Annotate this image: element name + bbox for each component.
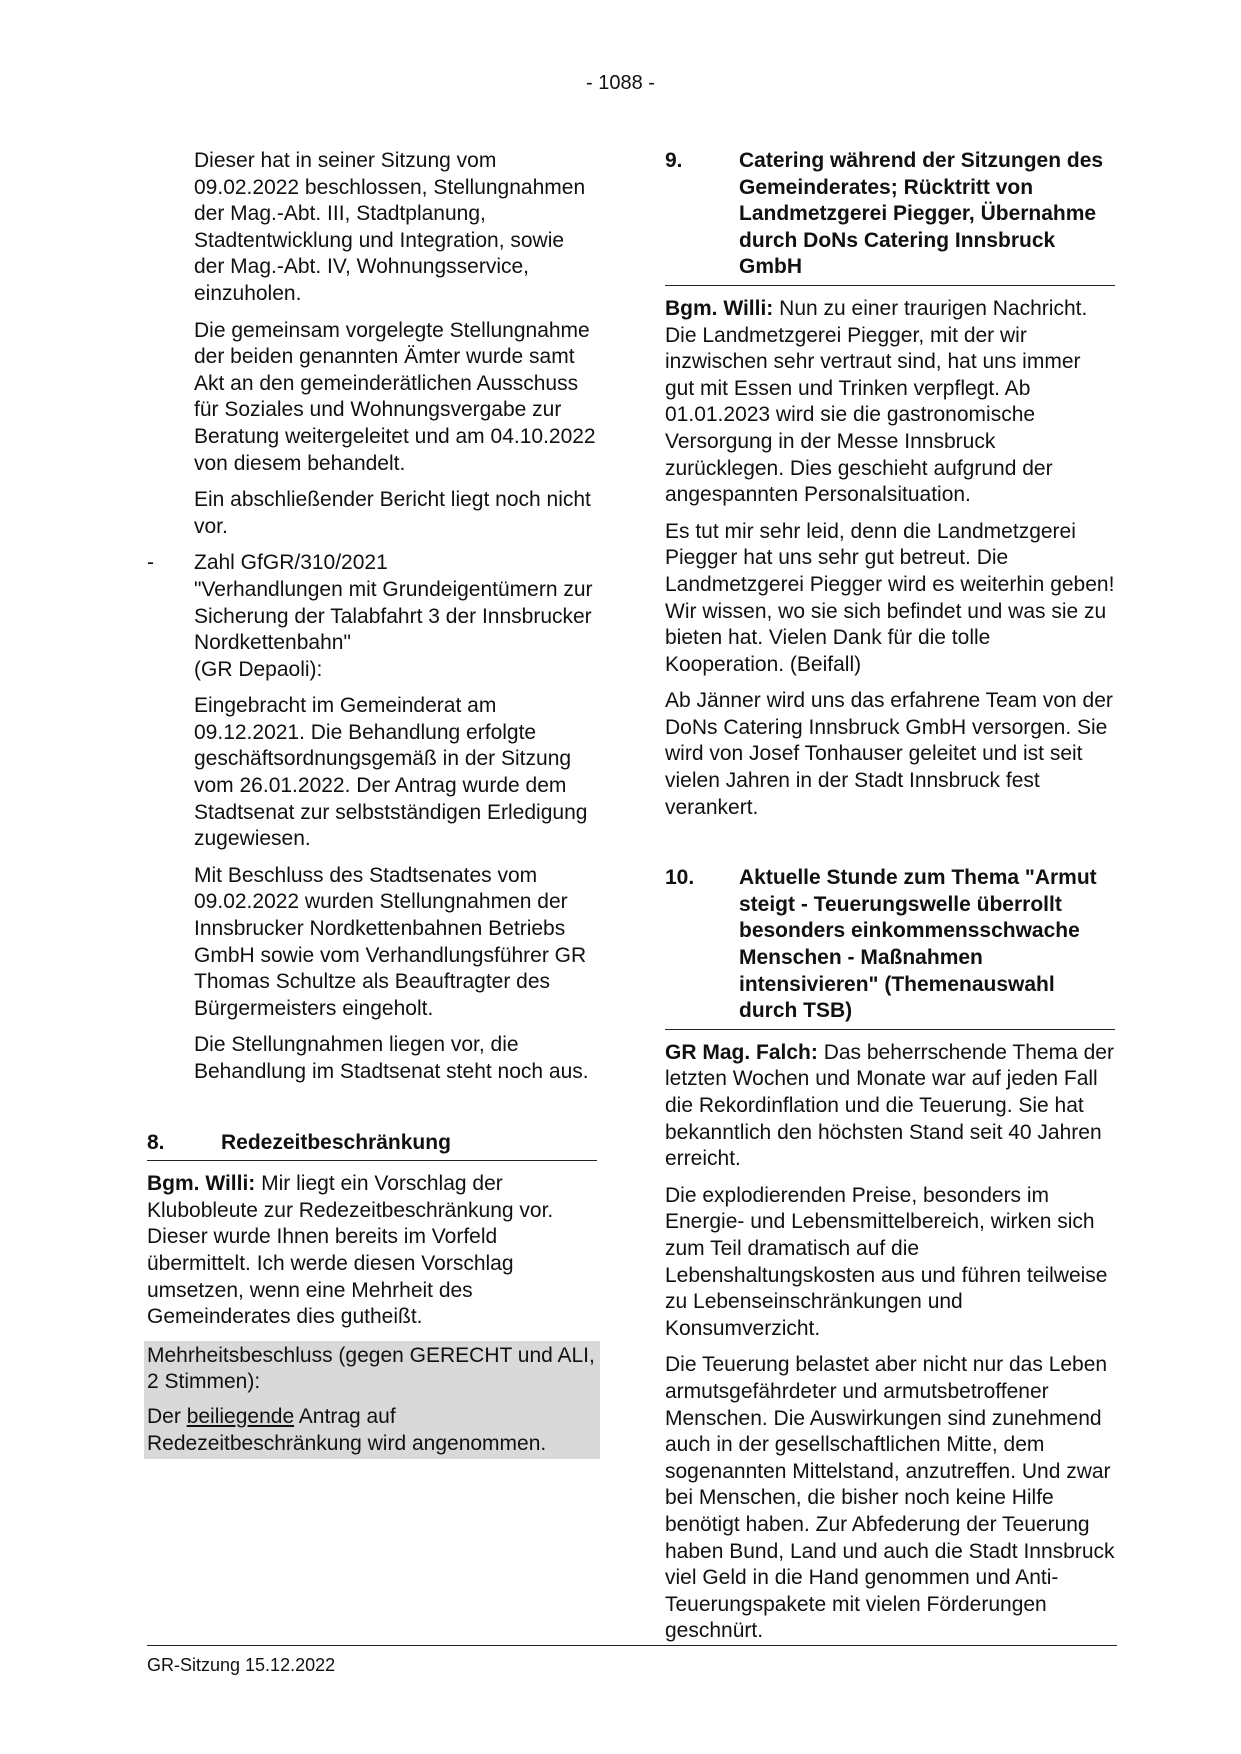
paragraph: Ab Jänner wird uns das erfahrene Team von der DoNs Catering Innsbruck GmbH versorgen. Sie wird von Josef Tonhauser geleitet und ist seit vielen Jahren in der Stadt Innsbruck fest verankert. [665,689,1113,819]
section-number: 9. [665,149,683,172]
resolution-text: Mehrheitsbeschluss (gegen GERECHT und ALI, 2 Stimmen): [147,1343,595,1394]
section-title: Redezeitbeschränkung [221,1130,451,1154]
speech [147,1171,597,1331]
speaker-name: Bgm. Willi: [147,1172,256,1196]
paragraph: Die explodierenden Preise, besonders im Energie- und Lebensmittelbereich, wirken sich zum Teil dramatisch auf die Lebenshaltungskosten aus und führen teilweise zu Lebenseinschränkungen und Konsumverzicht. [665,1183,1108,1340]
paragraph: Die Stellungnahmen liegen vor, die Behandlung im Stadtsenat steht noch aus. [194,1033,589,1083]
list-dash: - [147,551,154,575]
speech-text: Das beherrschende Thema der letzten Wochen und Monate war auf jeden Fall die Rekordinflation und die Teuerung. Sie hat bekanntlich den höchsten Stand seit 40 Jahren erreicht. [665,1040,1114,1171]
footer-divider [147,1645,1117,1646]
paragraph: Die Teuerung belastet aber nicht nur das Leben armutsgefährdeter und armutsbetroffener Menschen. Die Auswirkungen sind zunehmend auch in der gesellschaftlichen Mitte, dem sogenannten Mittelstand, anzutreffen. Und zwar bei Menschen, die bisher noch keine Hilfe benötigt haben. Zur Abfederung der Teuerung haben Bund, Land und auch die Stadt Innsbruck viel Geld in die Hand genommen und Anti-Teuerungspakete mit vielen Förderungen geschnürt. [665,1353,1115,1643]
item-title: "Verhandlungen mit Grundeigentümern zur Sicherung der Talabfahrt 3 der Innsbrucker Nordkettenbahn" [194,577,593,655]
section-heading-10 [665,865,1115,1030]
item-reference [194,550,597,683]
paragraph: Die gemeinsam vorgelegte Stellungnahme der beiden genannten Ämter wurde samt Akt an den gemeinderätlichen Ausschuss für Soziales und Wohnungsvergabe zur Beratung weitergeleitet und am 04.10.2022 von diesem behandelt. [194,318,596,475]
paragraph: Dieser hat in seiner Sitzung vom 09.02.2022 beschlossen, Stellungnahmen der Mag.-Abt. III, Stadtplanung, Stadtentwicklung und Integration, sowie der Mag.-Abt. IV, Wohnungsservice, einzuholen. [194,149,586,305]
decision-post: Antrag auf Redezeitbeschränkung wird angenommen. [147,1404,547,1455]
speech [665,1040,1115,1173]
speaker-name: GR Mag. Falch: [665,1040,818,1064]
speech [665,296,1115,509]
footer-text: GR-Sitzung 15.12.2022 [147,1655,336,1675]
item-author: (GR Depaoli): [194,657,323,681]
speech-text: Nun zu einer traurigen Nachricht. Die Landmetzgerei Piegger, mit der wir inzwischen sehr vertraut sind, hat uns immer gut mit Essen und Trinken verpflegt. Ab 01.01.2023 wird sie die gastronomische Versorgung in der Messe Innsbruck zurücklegen. Dies geschieht aufgrund der angespannten Personalsituation. [665,296,1088,507]
section-number: 10. [665,866,695,890]
paragraph: Eingebracht im Gemeinderat am 09.12.2021. Die Behandlung erfolgte geschäftsordnungsgemäß in der Sitzung vom 26.01.2022. Der Antrag wurde dem Stadtsenat zur selbstständigen Erledigung zugewiesen. [194,694,588,851]
list-item [147,550,597,1085]
resolution-box [144,1341,600,1459]
section-number: 8. [147,1130,165,1154]
left-column [147,148,597,1459]
paragraph: Ein abschließender Bericht liegt noch nicht vor. [194,488,591,538]
section-title: Aktuelle Stunde zum Thema "Armut steigt - Teuerungswelle überrollt besonders einkommensschwache Menschen - Maßnahmen intensivieren" (Themenauswahl durch TSB) [739,866,1097,1023]
page-number: - 1088 - [586,72,655,94]
right-column [665,148,1115,1655]
speaker-name: Bgm. Willi: [665,296,774,320]
section-title: Catering während der Sitzungen des Gemeinderates; Rücktritt von Landmetzgerei Piegger, Übernahme durch DoNs Catering Innsbruck GmbH [739,149,1104,279]
attachment-link[interactable]: beiliegende [186,1404,295,1428]
paragraph: Es tut mir sehr leid, denn die Landmetzgerei Piegger hat uns sehr gut betreut. Die Landmetzgerei Piegger wird es weiterhin geben! Wir wissen, wo sie sich befindet und was sie zu bieten hat. Vielen Dank für die tolle Kooperation. (Beifall) [665,519,1115,676]
section-heading-8 [147,1130,597,1162]
speech-text: Mir liegt ein Vorschlag der Klubobleute zur Redezeitbeschränkung vor. Dieser wurde Ihnen bereits im Vorfeld übermittelt. Ich werde diesen Vorschlag umsetzen, wenn eine Mehrheit des Gemeinderates dies gutheißt. [147,1172,554,1329]
decision-pre: Der [147,1404,187,1428]
decision-text [147,1404,596,1457]
item-number: Zahl GfGR/310/2021 [194,551,388,575]
section-heading-9 [665,148,1115,286]
paragraph: Mit Beschluss des Stadtsenates vom 09.02.2022 wurden Stellungnahmen der Innsbrucker Nordkettenbahnen Betriebs GmbH sowie vom Verhandlungsführer GR Thomas Schultze als Beauftragter des Bürgermeisters eingeholt. [194,863,587,1020]
